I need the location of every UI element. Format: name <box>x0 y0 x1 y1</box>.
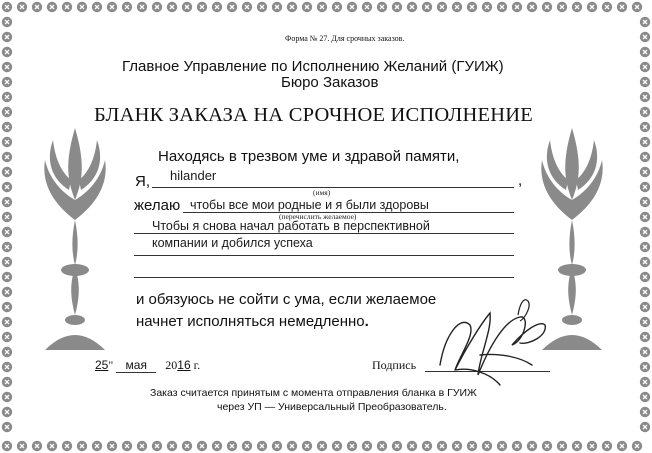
border-motif <box>512 441 522 451</box>
wish-prefix: желаю <box>134 197 181 214</box>
border-motif <box>640 197 650 207</box>
border-motif <box>257 2 267 12</box>
border-motif <box>452 2 462 12</box>
wish-field-line-2 <box>134 233 514 234</box>
border-motif <box>572 441 582 451</box>
border-motif <box>227 2 237 12</box>
border-motif <box>257 441 267 451</box>
border-motif <box>287 441 297 451</box>
border-motif <box>2 212 12 222</box>
wish-hint: (перечислить желаемое) <box>279 212 357 221</box>
wish-line-3: компании и добился успеха <box>152 236 313 250</box>
border-motif <box>2 137 12 147</box>
border-motif <box>602 2 612 12</box>
border-motif <box>437 2 447 12</box>
border-motif <box>377 441 387 451</box>
border-motif <box>640 152 650 162</box>
border-motif <box>2 332 12 342</box>
border-motif <box>2 47 12 57</box>
border-motif <box>2 77 12 87</box>
border-motif <box>197 2 207 12</box>
border-motif <box>272 441 282 451</box>
border-motif <box>640 317 650 327</box>
border-motif <box>47 2 57 12</box>
border-motif <box>302 441 312 451</box>
border-motif <box>640 272 650 282</box>
border-motif <box>497 441 507 451</box>
date-quote: " <box>108 358 114 372</box>
border-motif <box>602 441 612 451</box>
border-motif <box>527 2 537 12</box>
border-motif <box>2 422 12 432</box>
border-motif <box>107 2 117 12</box>
border-motif <box>2 197 12 207</box>
border-motif <box>2 107 12 117</box>
border-motif <box>617 441 627 451</box>
closing-line-2: начнет исполняться немедленно. <box>136 313 369 330</box>
border-motif <box>2 377 12 387</box>
border-motif <box>122 2 132 12</box>
border-motif <box>2 227 12 237</box>
border-motif <box>32 2 42 12</box>
border-motif <box>640 287 650 297</box>
border-motif <box>317 2 327 12</box>
border-motif <box>182 441 192 451</box>
border-motif <box>317 441 327 451</box>
agency-name: Главное Управление по Исполнению Желаний (ГУИЖ) <box>122 58 504 75</box>
wish-line-2: Чтобы я снова начал работать в перспективной <box>152 219 430 233</box>
border-motif <box>287 2 297 12</box>
closing-line-1: и обязуюсь не сойти с ума, если желаемое <box>136 291 437 308</box>
border-motif <box>167 2 177 12</box>
border-motif <box>640 107 650 117</box>
border-motif <box>640 17 650 27</box>
border-motif <box>167 441 177 451</box>
border-motif <box>640 302 650 312</box>
border-motif <box>137 2 147 12</box>
border-motif <box>2 272 12 282</box>
border-motif <box>640 332 650 342</box>
handwritten-signature <box>420 295 560 390</box>
border-motif <box>640 257 650 267</box>
border-motif <box>362 2 372 12</box>
date-year-unit: г. <box>193 358 201 372</box>
border-motif <box>640 32 650 42</box>
date-row <box>95 358 200 373</box>
border-motif <box>152 2 162 12</box>
border-motif <box>2 32 12 42</box>
border-motif <box>542 2 552 12</box>
border-motif <box>92 2 102 12</box>
wish-field-line-4 <box>134 277 514 278</box>
border-motif <box>640 407 650 417</box>
border-motif <box>392 441 402 451</box>
border-motif <box>92 441 102 451</box>
date-day: 25 <box>95 358 109 372</box>
wish-line-1: чтобы все мои родные и я были здоровы <box>190 198 429 212</box>
border-motif <box>122 441 132 451</box>
border-motif <box>640 227 650 237</box>
border-motif <box>182 2 192 12</box>
border-motif <box>62 2 72 12</box>
date-year-prefix: 20 <box>165 358 178 372</box>
border-motif <box>542 441 552 451</box>
border-motif <box>212 441 222 451</box>
border-motif <box>587 2 597 12</box>
department-name: Бюро Заказов <box>281 74 379 91</box>
border-motif <box>197 441 207 451</box>
border-motif <box>482 2 492 12</box>
form-number: Форма № 27. Для срочных заказов. <box>285 34 405 43</box>
border-motif <box>47 441 57 451</box>
border-motif <box>632 441 642 451</box>
border-motif <box>347 2 357 12</box>
border-motif <box>572 2 582 12</box>
border-motif <box>557 441 567 451</box>
name-comma: , <box>518 172 523 189</box>
border-motif <box>272 2 282 12</box>
border-motif <box>2 242 12 252</box>
border-motif <box>527 441 537 451</box>
border-motif <box>2 92 12 102</box>
border-motif <box>77 441 87 451</box>
border-motif <box>332 2 342 12</box>
border-motif <box>377 2 387 12</box>
border-motif <box>227 441 237 451</box>
border-motif <box>2 362 12 372</box>
name-hint: (имя) <box>313 188 331 197</box>
border-motif <box>407 2 417 12</box>
border-motif <box>422 441 432 451</box>
border-motif <box>2 317 12 327</box>
border-motif <box>302 2 312 12</box>
border-motif <box>2 392 12 402</box>
border-motif <box>2 182 12 192</box>
border-motif <box>452 441 462 451</box>
border-motif <box>557 2 567 12</box>
border-motif <box>617 2 627 12</box>
border-motif <box>2 441 12 451</box>
border-motif <box>17 2 27 12</box>
border-motif <box>640 167 650 177</box>
border-motif <box>152 441 162 451</box>
intro-text: Находясь в трезвом уме и здравой памяти, <box>158 148 460 165</box>
border-motif <box>640 212 650 222</box>
footer-line-1: Заказ считается принятым с момента отправления бланка в ГУИЖ <box>150 387 477 399</box>
border-motif <box>212 2 222 12</box>
i-prefix: Я, <box>135 173 150 190</box>
border-motif <box>640 62 650 72</box>
border-motif <box>2 62 12 72</box>
border-motif <box>422 2 432 12</box>
border-motif <box>2 407 12 417</box>
border-motif <box>587 441 597 451</box>
border-motif <box>640 347 650 357</box>
date-month: мая <box>116 358 156 373</box>
border-motif <box>2 167 12 177</box>
border-motif <box>137 441 147 451</box>
date-year-suffix: 16 <box>177 358 191 372</box>
border-motif <box>437 441 447 451</box>
border-motif <box>467 441 477 451</box>
border-motif <box>640 137 650 147</box>
footer-line-2: через УП — Универсальный Преобразователь. <box>217 401 447 413</box>
border-motif <box>467 2 477 12</box>
border-motif <box>2 347 12 357</box>
border-motif <box>640 182 650 192</box>
border-motif <box>347 441 357 451</box>
left-flower-ornament <box>44 128 105 350</box>
border-motif <box>407 441 417 451</box>
border-motif <box>2 302 12 312</box>
border-motif <box>32 441 42 451</box>
border-motif <box>632 2 642 12</box>
border-motif <box>482 441 492 451</box>
border-motif <box>2 122 12 132</box>
border-motif <box>77 2 87 12</box>
border-motif <box>640 422 650 432</box>
border-motif <box>640 92 650 102</box>
border-motif <box>362 441 372 451</box>
border-motif <box>640 377 650 387</box>
border-motif <box>107 441 117 451</box>
name-field-line <box>152 187 514 188</box>
border-motif <box>62 441 72 451</box>
border-motif <box>640 242 650 252</box>
signature-label: Подпись <box>372 358 417 372</box>
border-motif <box>392 2 402 12</box>
border-motif <box>640 47 650 57</box>
border-motif <box>640 122 650 132</box>
border-motif <box>17 441 27 451</box>
border-motif <box>2 257 12 267</box>
border-motif <box>242 2 252 12</box>
border-motif <box>332 441 342 451</box>
wish-field-line-3 <box>134 255 514 256</box>
page-title: БЛАНК ЗАКАЗА НА СРОЧНОЕ ИСПОЛНЕНИЕ <box>94 104 533 126</box>
border-motif <box>640 77 650 87</box>
border-motif <box>242 441 252 451</box>
border-motif <box>497 2 507 12</box>
border-motif <box>2 287 12 297</box>
border-motif <box>2 17 12 27</box>
border-motif <box>640 392 650 402</box>
border-motif <box>640 362 650 372</box>
border-motif <box>2 2 12 12</box>
border-motif <box>512 2 522 12</box>
border-motif <box>2 152 12 162</box>
name-field-value: hilander <box>170 168 217 183</box>
